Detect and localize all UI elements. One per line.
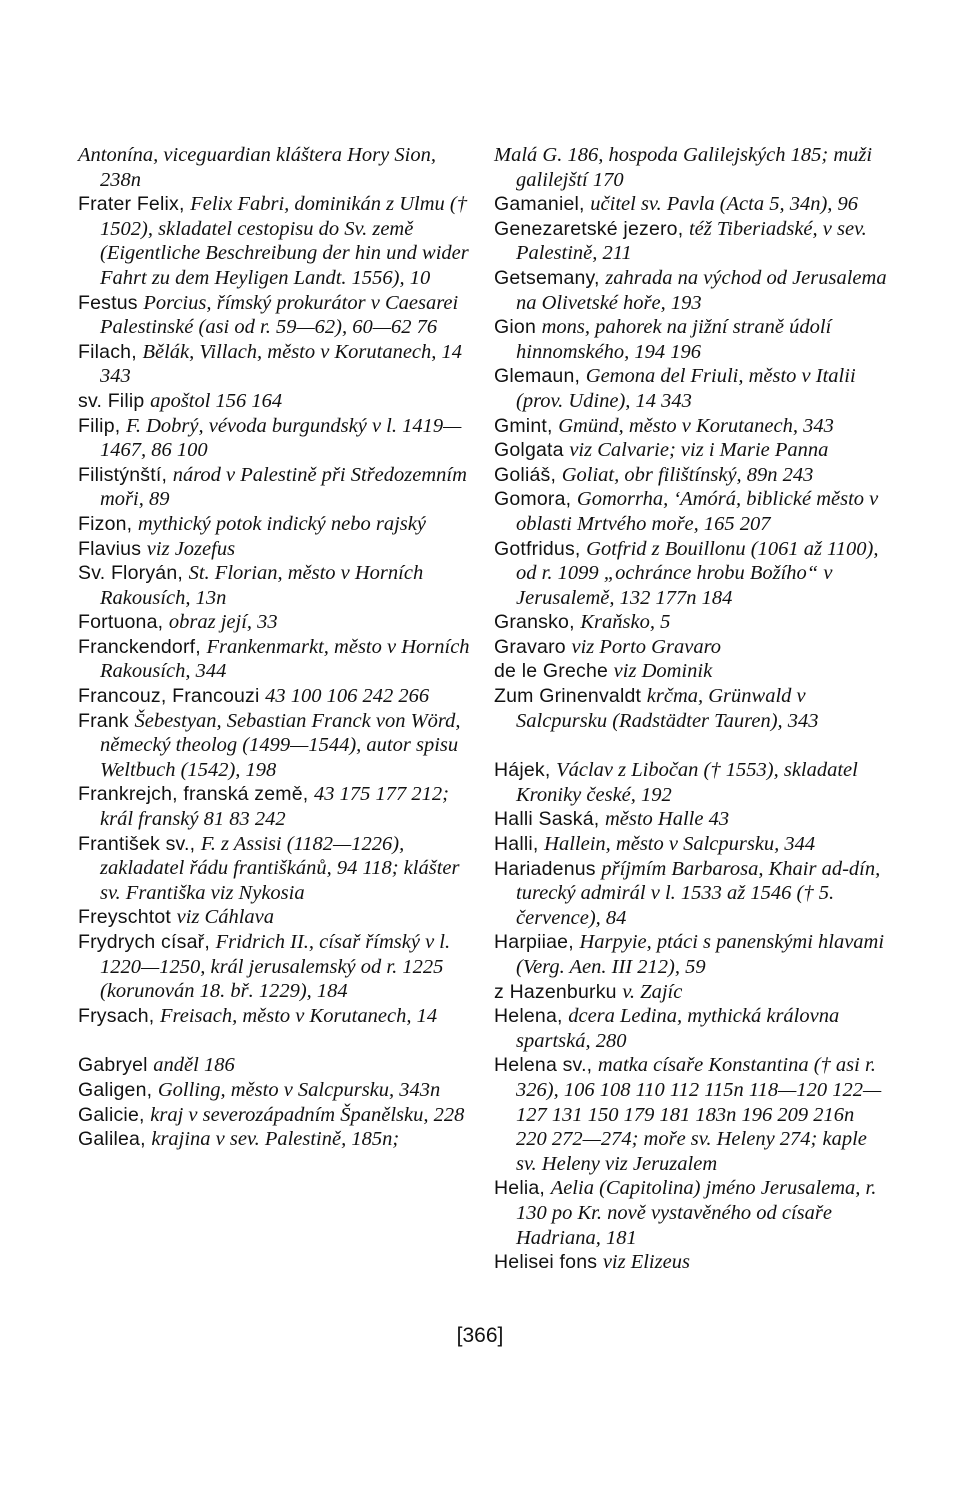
index-entry (78, 709, 476, 783)
index-entry (78, 930, 476, 1004)
index-description: Hallein, město v Salcpursku, 344 (544, 833, 816, 856)
index-description: Fridrich II., císař římský v l. 1220—1250, král jerusalemský od r. 1225 (korunován 18. bř. 1229), 184 (100, 931, 451, 1003)
left-column (78, 143, 476, 1152)
index-term: Gotfridus, (494, 537, 587, 560)
index-entry (494, 980, 890, 1005)
index-term: František sv., (78, 832, 201, 855)
index-description: Freisach, město v Korutanech, 14 (159, 1004, 438, 1027)
index-term: Halli Saská, (494, 808, 605, 831)
index-term: Helia, (494, 1177, 551, 1200)
index-entry (78, 905, 476, 930)
index-description: též Tiberiadské, v sev. Palestině, 211 (516, 217, 867, 265)
index-description: město Halle 43 (604, 808, 730, 831)
index-term: Galilea, (78, 1128, 152, 1151)
index-description: obraz její, 33 (168, 611, 278, 634)
index-entry (78, 1103, 476, 1128)
index-description: zahrada na východ od Jerusalema na Olivetské hoře, 193 (516, 266, 887, 314)
index-entry (494, 463, 890, 488)
index-description: dcera Ledina, mythická královna spartská, 280 (516, 1005, 840, 1052)
index-description: Harpyie, ptáci s panenskými hlavami (Verg. Aen. III 212), 59 (516, 931, 885, 978)
index-description: příjmím Barbarosa, Khair ad-dín, turecký admirál v l. 1533 až 1546 († 5. července), 84 (516, 857, 881, 929)
index-description: viz Porto Gravaro (571, 635, 722, 658)
index-term: Frater Felix, (78, 193, 191, 216)
index-term: Festus (78, 291, 144, 314)
index-term: Filach, (78, 340, 143, 363)
index-entry (494, 684, 890, 733)
index-entry (494, 857, 890, 931)
index-entry (494, 1250, 890, 1275)
index-entry (494, 143, 890, 192)
index-entry (78, 143, 476, 192)
index-entry (78, 414, 476, 463)
index-description: krajina v sev. Palestině, 185n; (151, 1128, 400, 1151)
index-term: Golgata (494, 439, 570, 462)
index-description: Gotfrid z Bouillonu (1061 až 1100), od r. 1099 „ochránce hrobu Božího“ v Jerusalemě, 132 177n 184 (516, 537, 879, 609)
index-term: Gamaniel, (494, 193, 591, 216)
index-description: Malá G. 186, hospoda Galilejských 185; muži galilejští 170 (494, 144, 873, 191)
page-number: [366] (456, 1324, 504, 1347)
index-entry (494, 758, 890, 807)
index-term: Gravaro (494, 635, 572, 658)
index-term: Flavius (78, 537, 147, 560)
index-entry (78, 1053, 476, 1078)
index-description: krčma, Grünwald v Salcpursku (Radstädter Tauren), 343 (516, 685, 819, 732)
index-entry (494, 364, 890, 413)
index-term: Helisei fons (494, 1251, 603, 1274)
index-entry (78, 192, 476, 290)
index-description: 43 100 106 242 266 (265, 685, 430, 708)
index-entry (494, 537, 890, 611)
index-entry (494, 832, 890, 857)
index-term: Franckendorf, (78, 635, 207, 658)
index-term: Filip, (78, 414, 126, 437)
index-description: St. Florian, město v Horních Rakousích, 13n (100, 562, 424, 609)
index-term: Gomora, (494, 488, 577, 511)
index-entry (78, 561, 476, 610)
index-description: Felix Fabri, dominikán z Ulmu († 1502), skladatel cestopisu do Sv. země (Eigentliche Beschreibung der hin und wider Fahrt zu dem Heyligen Landt. 1556), 10 (100, 193, 469, 289)
index-term: Filistýnští, (78, 463, 173, 486)
index-entry (494, 414, 890, 439)
index-term: Halli, (494, 833, 545, 856)
index-term: Genezaretské jezero, (494, 217, 689, 240)
index-term: Glemaun, (494, 365, 586, 388)
index-term: Hájek, (494, 759, 557, 782)
index-term: Frysach, (78, 1004, 160, 1027)
index-term: Fortuona, (78, 611, 169, 634)
index-description: učitel sv. Pavla (Acta 5, 34n), 96 (590, 193, 859, 216)
index-entry (494, 1053, 890, 1176)
index-description: Václav z Libočan († 1553), skladatel Kroniky české, 192 (516, 759, 858, 806)
index-entry (494, 659, 890, 684)
index-term: Frank (78, 709, 135, 732)
index-entry (78, 291, 476, 340)
index-description: 43 175 177 212; král franský 81 83 242 (100, 783, 449, 831)
index-entry (494, 930, 890, 979)
index-term: Goliáš, (494, 463, 562, 486)
index-entry (494, 1176, 890, 1250)
index-description: Goliat, obr filištínský, 89n 243 (561, 463, 814, 486)
index-description: národ v Palestině při Středozemním moři, 89 (100, 463, 467, 511)
index-description: mythický potok indický nebo rajský (137, 512, 426, 535)
index-term: Freyschtot (78, 906, 177, 929)
index-entry (494, 807, 890, 832)
index-term: Fizon, (78, 512, 138, 535)
index-entry (78, 512, 476, 537)
index-description: viz Elizeus (602, 1251, 690, 1274)
index-entry (78, 684, 476, 709)
index-term: Francouz, Francouzi (78, 685, 266, 708)
index-term: Hariadenus (494, 857, 602, 880)
index-term: Galigen, (78, 1078, 158, 1101)
index-description: Porcius, římský prokurátor v Caesarei Palestinské (asi od r. 59—62), 60—62 76 (100, 291, 459, 339)
right-column (494, 143, 890, 1275)
index-entry (78, 537, 476, 562)
index-description: viz Calvarie; viz i Marie Panna (569, 439, 829, 462)
index-term: Gabryel (78, 1054, 154, 1077)
index-description: viz Dominik (613, 660, 713, 683)
index-entry (494, 635, 890, 660)
index-term: Helena, (494, 1005, 569, 1028)
index-description: Bělák, Villach, město v Korutanech, 14 343 (100, 340, 463, 388)
index-term: de le Greche (494, 660, 614, 683)
index-description: F. Dobrý, vévoda burgundský v l. 1419—1467, 86 100 (100, 414, 462, 462)
index-term: z Hazenburku (494, 980, 623, 1003)
index-description: Gmünd, město v Korutanech, 343 (558, 414, 834, 437)
index-description: Golling, město v Salcpursku, 343n (157, 1078, 441, 1101)
index-entry (494, 438, 890, 463)
index-description: Aelia (Capitolina) jméno Jerusalema, r. 130 po Kr. nově vystavěného od císaře Hadriana, 181 (516, 1177, 877, 1249)
index-term: Frankrejch, franská země, (78, 783, 315, 806)
index-term: Galicie, (78, 1103, 151, 1126)
index-description: matka císaře Konstantina († asi r. 326), 106 108 110 112 115n 118—120 122—127 131 150 179 181 183n 196 209 216n 220 272—274; moře sv. Heleny 274; kaple sv. Heleny viz Jeruzalem (516, 1054, 882, 1175)
index-description: Šebestyan, Sebastian Franck von Wörd, německý theolog (1499—1544), autor spisu Weltbuch (1542), 198 (100, 709, 461, 781)
index-entry (78, 389, 476, 414)
index-entry (78, 782, 476, 831)
index-entry (494, 487, 890, 536)
index-term: Gransko, (494, 611, 581, 634)
index-entry (78, 1127, 476, 1152)
index-term: Frydrych císař, (78, 931, 216, 953)
index-description: mons, pahorek na jižní straně údolí hinnomského, 194 196 (516, 316, 832, 363)
index-entry (494, 217, 890, 266)
index-term: Helena sv., (494, 1054, 598, 1077)
index-term: Zum Grinenvaldt (494, 685, 647, 708)
index-term: Harpiiae, (494, 931, 580, 954)
index-entry (78, 832, 476, 906)
index-entry (78, 463, 476, 512)
index-term: Sv. Floryán, (78, 562, 189, 585)
index-description: apoštol 156 164 (150, 389, 283, 412)
index-entry (78, 340, 476, 389)
index-term: Getsemany, (494, 266, 606, 289)
index-term: Gion (494, 316, 542, 339)
index-entry (78, 635, 476, 684)
index-description: viz Cáhlava (176, 906, 275, 929)
index-term: Gmint, (494, 414, 559, 437)
index-entry (494, 192, 890, 217)
index-description: viz Jozefus (146, 537, 236, 560)
index-entry (494, 315, 890, 364)
index-entry (494, 1004, 890, 1053)
index-entry (494, 266, 890, 315)
index-description: F. z Assisi (1182—1226), zakladatel řádu františkánů, 94 118; klášter sv. Františka viz Nykosia (100, 832, 460, 904)
index-description: anděl 186 (153, 1054, 235, 1077)
index-description: v. Zajíc (622, 980, 683, 1003)
index-entry (78, 1004, 476, 1029)
index-description: Antonína, viceguardian kláštera Hory Sion, 238n (78, 144, 436, 191)
index-entry (78, 1078, 476, 1103)
index-entry (494, 610, 890, 635)
index-description: kraj v severozápadním Španělsku, 228 (150, 1103, 465, 1126)
index-description: Gomorrha, ʻAmórá, biblické město v oblasti Mrtvého moře, 165 207 (516, 488, 879, 535)
index-term: sv. Filip (78, 389, 151, 412)
index-description: Kraňsko, 5 (580, 611, 671, 634)
index-entry (78, 610, 476, 635)
index-description: Gemona del Friuli, město v Italii (prov. Udine), 14 343 (516, 365, 856, 412)
index-description: Frankenmarkt, město v Horních Rakousích, 344 (100, 635, 470, 683)
